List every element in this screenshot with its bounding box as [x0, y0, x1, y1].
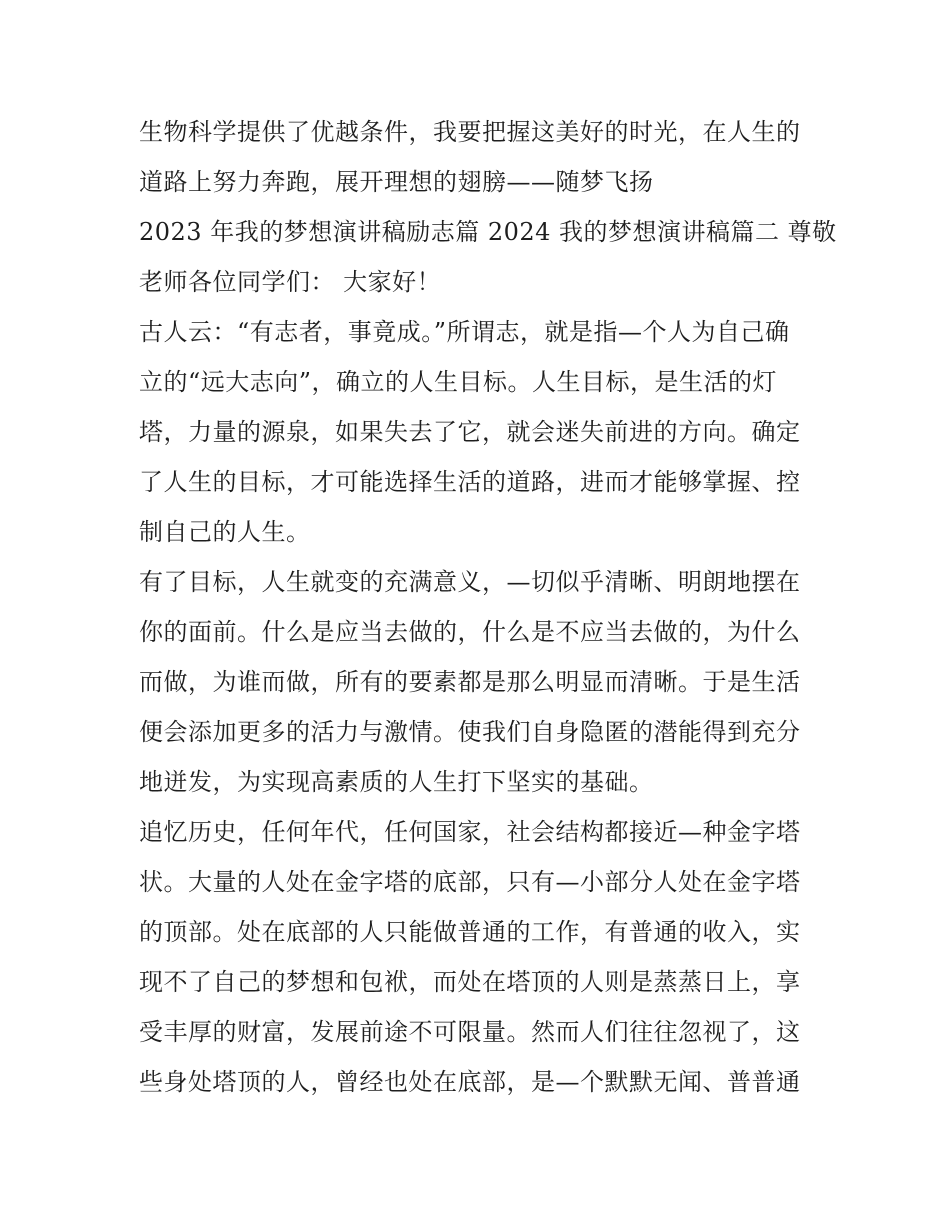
text-line: 些身处塔顶的人，曾经也处在底部，是—个默默无闻、普普通 [139, 1068, 801, 1096]
text-line: 而做，为谁而做，所有的要素都是那么明显而清晰。于是生活 [139, 668, 801, 696]
text-line: 追忆历史，任何年代，任何国家，社会结构都接近—种金字塔 [139, 818, 801, 846]
text-line: 有了目标，人生就变的充满意义，—切似乎清晰、明朗地摆在 [139, 568, 801, 596]
text-line: 你的面前。什么是应当去做的，什么是不应当去做的，为什么 [139, 618, 801, 646]
text-line: 受丰厚的财富，发展前途不可限量。然而人们往往忽视了，这 [139, 1018, 801, 1046]
text-line: 生物科学提供了优越条件，我要把握这美好的时光，在人生的 [139, 118, 801, 146]
document-body [139, 107, 837, 1107]
text-line: 道路上努力奔跑，展开理想的翅膀——随梦飞扬 [139, 168, 654, 196]
text-line: 便会添加更多的活力与激情。使我们自身隐匿的潜能得到充分 [139, 718, 801, 746]
text-line: 的顶部。处在底部的人只能做普通的工作，有普通的收入，实 [139, 918, 801, 946]
text-line: 了人生的目标，才可能选择生活的道路，进而才能够掌握、控 [139, 468, 801, 496]
text-line: 立的“远大志向”，确立的人生目标。人生目标，是生活的灯 [139, 368, 778, 396]
text-line: 地迸发，为实现高素质的人生打下坚实的基础。 [139, 768, 654, 796]
text-line: 古人云：“有志者，事竟成。”所谓志，就是指—个人为自己确 [139, 318, 790, 346]
text-line: 现不了自己的梦想和包袱，而处在塔顶的人则是蒸蒸日上，享 [139, 968, 801, 996]
text-line: 老师各位同学们： 大家好！ [139, 268, 442, 296]
text-line: 制自己的人生。 [139, 518, 311, 546]
text-line: 塔，力量的源泉，如果失去了它，就会迷失前进的方向。确定 [139, 418, 801, 446]
text-line: 状。大量的人处在金字塔的底部，只有—小部分人处在金字塔 [139, 868, 801, 896]
text-line: 2023 年我的梦想演讲稿励志篇 2024 我的梦想演讲稿篇二 尊敬 [139, 218, 837, 246]
